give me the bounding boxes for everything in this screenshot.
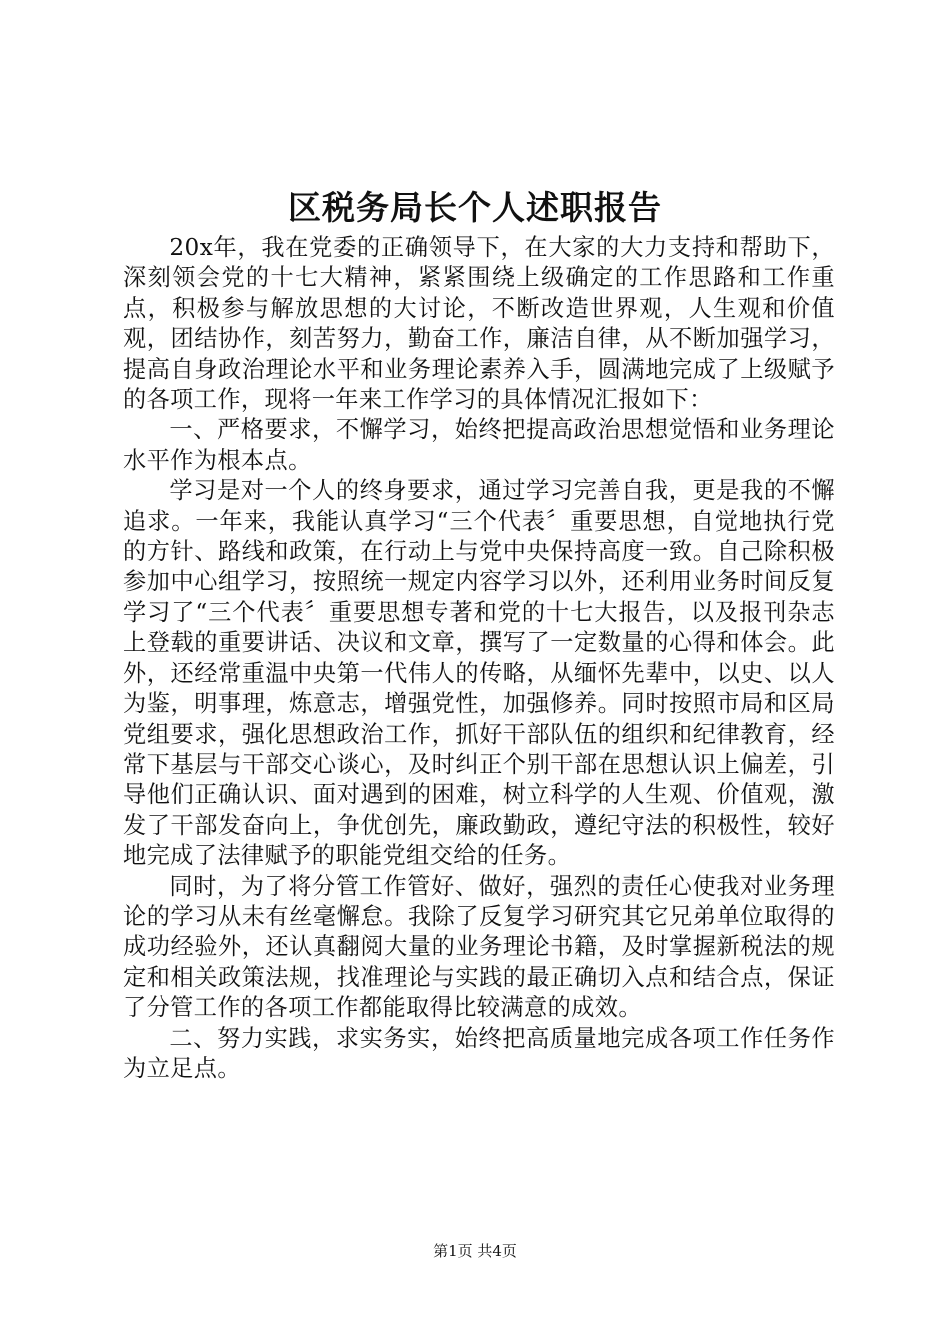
paragraph-study: 学习是对一个人的终身要求，通过学习完善自我，更是我的不懈追求。一年来，我能认真学习“三个代表〞重要思想，自觉地执行党的方针、路线和政策，在行动上与党中央保持高度一致。自己除积极参加中心组学习，按照统一规定内容学习以外，还利用业务时间反复学习了“三个代表〞重要思想专著和党的十七大报告，以及报刊杂志上登载的重要讲话、决议和文章，撰写了一定数量的心得和体会。此外，还经常重温中央第一代伟人的传略，从缅怀先辈中，以史、以人为鉴，明事理，炼意志，增强党性，加强修养。同时按照市局和区局党组要求，强化思想政治工作，抓好干部队伍的组织和纪律教育，经常下基层与干部交心谈心，及时纠正个别干部在思想认识上偏差，引导他们正确认识、面对遇到的困难，树立科学的人生观、价值观，激发了干部发奋向上，争优创先，廉政勤政，遵纪守法的积极性，较好地完成了法律赋予的职能党组交给的任务。 xyxy=(123,477,835,870)
document-title: 区税务局长个人述职报告 xyxy=(288,188,662,227)
paragraph-section-1-heading: 一、严格要求，不懈学习，始终把提高政治思想觉悟和业务理论水平作为根本点。 xyxy=(123,416,835,474)
document-body xyxy=(123,233,835,1084)
paragraph-business-theory: 同时，为了将分管工作管好、做好，强烈的责任心使我对业务理论的学习从未有丝毫懈怠。我除了反复学习研究其它兄弟单位取得的成功经验外，还认真翻阅大量的业务理论书籍，及时掌握新税法的规定和相关政策法规，找准理论与实践的最正确切入点和结合点，保证了分管工作的各项工作都能取得比较满意的成效。 xyxy=(123,872,835,1022)
paragraph-section-2-heading: 二、努力实践，求实务实，始终把高质量地完成各项工作任务作为立足点。 xyxy=(123,1024,835,1082)
page-number-footer: 第1页 共4页 xyxy=(433,1242,517,1260)
paragraph-intro: 20x年，我在党委的正确领导下，在大家的大力支持和帮助下，深刻领会党的十七大精神，紧紧围绕上级确定的工作思路和工作重点，积极参与解放思想的大讨论，不断改造世界观，人生观和价值观，团结协作，刻苦努力，勤奋工作，廉洁自律，从不断加强学习，提高自身政治理论水平和业务理论素养入手，圆满地完成了上级赋予的各项工作，现将一年来工作学习的具体情况汇报如下： xyxy=(123,234,835,414)
